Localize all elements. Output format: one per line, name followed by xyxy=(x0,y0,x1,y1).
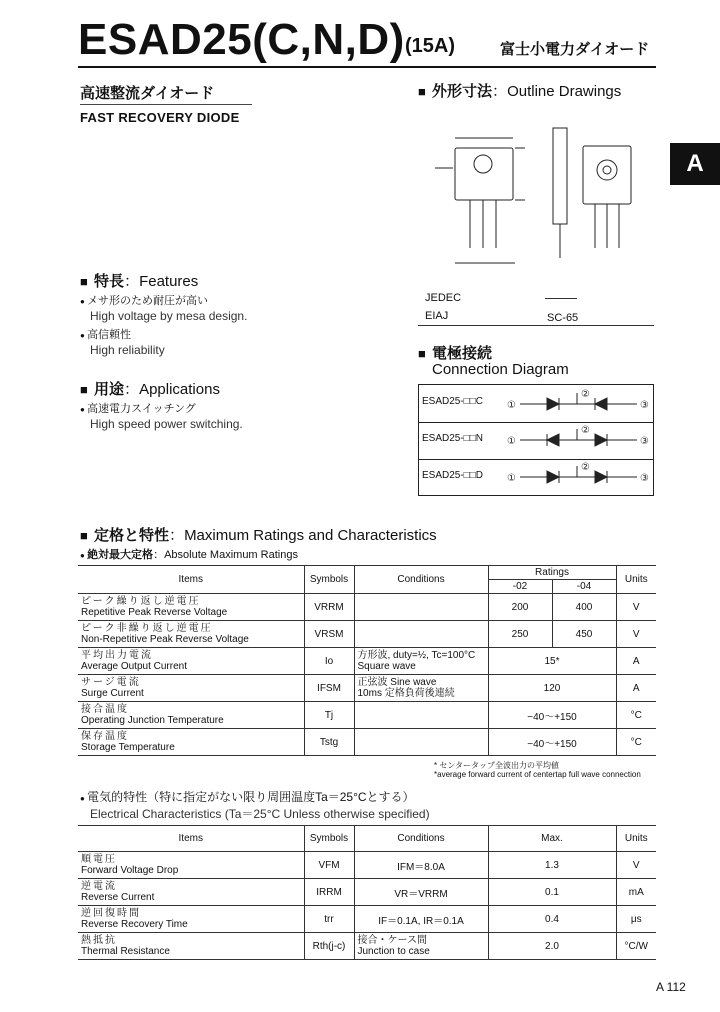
item-en: Storage Temperature xyxy=(81,742,175,753)
item-en: Reverse Recovery Time xyxy=(81,919,188,930)
value-02: 200 xyxy=(488,594,552,621)
feature-1-jp: ● メサ形のため耐圧が高い xyxy=(80,292,208,308)
symbol-cell: VRSM xyxy=(304,621,354,648)
product-type-en: FAST RECOVERY DIODE xyxy=(80,110,240,125)
eiaj-label: EIAJ xyxy=(425,310,449,322)
symbol-cell: IRRM xyxy=(304,879,354,906)
condition-cell xyxy=(354,702,488,729)
th-max: Max. xyxy=(488,826,616,852)
outline-title-en: Outline Drawings xyxy=(507,83,622,100)
section-tab: A xyxy=(670,143,720,185)
item-cell xyxy=(78,729,304,756)
symbol-cell: VFM xyxy=(304,852,354,879)
item-cell xyxy=(78,594,304,621)
item-cell xyxy=(78,675,304,702)
feature-2-jp: ● 高信頼性 xyxy=(80,326,131,342)
condition-cell xyxy=(354,933,488,960)
th-conditions: Conditions xyxy=(354,566,488,594)
condition-line: 接合・ケース間 xyxy=(357,934,427,946)
item-en: Average Output Current xyxy=(81,661,187,672)
value-04: 400 xyxy=(552,594,616,621)
condition-cell xyxy=(354,729,488,756)
pin3-label: ③ xyxy=(640,400,649,411)
condition-line: Square wave xyxy=(357,661,416,672)
ratings-title: ■ 定格と特性：Maximum Ratings and Characteristics xyxy=(80,524,437,545)
unit-cell: μs xyxy=(616,906,656,933)
condition-line: 正弦波 Sine wave xyxy=(357,676,437,688)
value-04: 450 xyxy=(552,621,616,648)
condition-cell xyxy=(354,621,488,648)
table-row xyxy=(78,852,656,879)
item-jp: ピーク非繰り返し逆電圧 xyxy=(81,622,213,634)
feature-1-en: High voltage by mesa design. xyxy=(90,309,248,323)
table-row xyxy=(78,675,656,702)
unit-cell: V xyxy=(616,594,656,621)
page-number: A 112 xyxy=(656,980,686,994)
jedec-dash xyxy=(545,298,577,299)
value-cell: 120 xyxy=(488,675,616,702)
th-conditions: Conditions xyxy=(354,826,488,852)
th-items: Items xyxy=(78,826,304,852)
abs-max-en: Absolute Maximum Ratings xyxy=(164,549,298,561)
connection-title-jp: 電極接続 xyxy=(432,345,493,362)
pin2-label: ② xyxy=(581,425,590,436)
jedec-underline xyxy=(418,325,654,326)
pin2-label: ② xyxy=(581,462,590,473)
features-title-en: Features xyxy=(139,273,199,290)
item-cell xyxy=(78,879,304,906)
max-ratings-table xyxy=(78,565,656,756)
table-row xyxy=(78,621,656,648)
pin1-label: ① xyxy=(507,400,516,411)
value-cell: 1.3 xyxy=(488,852,616,879)
application-1-jp: ● 高速電力スイッチング xyxy=(80,400,196,416)
outline-title: ■ 外形寸法：Outline Drawings xyxy=(418,80,621,101)
th-units: Units xyxy=(616,566,656,594)
item-en: Non-Repetitive Peak Reverse Voltage xyxy=(81,634,249,645)
maker-jp: 富士小電力ダイオード xyxy=(500,41,650,58)
item-jp: 平均出力電流 xyxy=(81,649,153,661)
applications-title-en: Applications xyxy=(139,381,220,398)
footnote-en: *average forward current of centertap full wave connection xyxy=(434,770,641,779)
table-row xyxy=(78,594,656,621)
part-number-title: ESAD25(C,N,D) xyxy=(78,15,405,64)
unit-cell: °C/W xyxy=(616,933,656,960)
features-title-jp: 特長 xyxy=(94,273,125,290)
abs-max-title: ● 絶対最大定格：Absolute Maximum Ratings xyxy=(80,546,298,562)
value-cell: 15* xyxy=(488,648,616,675)
conn-label-n: ESAD25-□□N xyxy=(422,433,483,444)
symbol-cell: VRRM xyxy=(304,594,354,621)
features-title: ■ 特長：Features xyxy=(80,270,198,291)
connection-title-jp-row xyxy=(418,342,492,363)
symbol-cell: Rth(j-c) xyxy=(304,933,354,960)
table-row xyxy=(78,702,656,729)
connection-title-en: Connection Diagram xyxy=(432,361,569,378)
item-jp: 順電圧 xyxy=(81,853,117,865)
conn-label-c: ESAD25-□□C xyxy=(422,396,483,407)
th-units: Units xyxy=(616,826,656,852)
th-col-02: -02 xyxy=(488,580,552,594)
pin3-label: ③ xyxy=(640,473,649,484)
outline-title-jp: 外形寸法 xyxy=(432,83,493,100)
electrical-title-jp: ● 電気的特性（特に指定がない限り周囲温度Ta＝25°Cとする） xyxy=(80,788,415,805)
pin1-label: ① xyxy=(507,436,516,447)
ratings-title-jp: 定格と特性 xyxy=(94,527,170,544)
symbol-cell: Tstg xyxy=(304,729,354,756)
pin1-label: ① xyxy=(507,473,516,484)
feature-2-en: High reliability xyxy=(90,343,165,357)
condition-line: 方形波, duty=½, Tc=100°C xyxy=(357,649,476,661)
unit-cell: °C xyxy=(616,729,656,756)
condition-line: 10ms 定格負荷後連続 xyxy=(357,688,455,699)
symbol-cell: Io xyxy=(304,648,354,675)
value-cell: 2.0 xyxy=(488,933,616,960)
th-items: Items xyxy=(78,566,304,594)
item-en: Repetitive Peak Reverse Voltage xyxy=(81,607,228,618)
value-cell: 0.4 xyxy=(488,906,616,933)
th-symbols: Symbols xyxy=(304,826,354,852)
condition-cell: IFM＝8.0A xyxy=(354,852,488,879)
eiaj-value: SC-65 xyxy=(547,312,579,324)
item-cell xyxy=(78,648,304,675)
item-jp: 保存温度 xyxy=(81,730,129,742)
item-jp: サージ電流 xyxy=(81,676,141,688)
item-cell xyxy=(78,906,304,933)
th-symbols: Symbols xyxy=(304,566,354,594)
value-cell: −40～+150 xyxy=(488,729,616,756)
table-row xyxy=(78,879,656,906)
unit-cell: °C xyxy=(616,702,656,729)
symbol-cell: Tj xyxy=(304,702,354,729)
item-jp: ピーク繰り返し逆電圧 xyxy=(81,595,201,607)
product-type-jp: 高速整流ダイオード xyxy=(80,85,215,102)
item-jp: 逆回復時間 xyxy=(81,907,141,919)
unit-cell: mA xyxy=(616,879,656,906)
applications-title-jp: 用途 xyxy=(94,381,125,398)
applications-title: ■ 用途：Applications xyxy=(80,378,220,399)
condition-cell xyxy=(354,648,488,675)
table-row xyxy=(78,729,656,756)
value-cell: −40～+150 xyxy=(488,702,616,729)
item-en: Operating Junction Temperature xyxy=(81,715,224,726)
pin2-label: ② xyxy=(581,389,590,400)
th-col-04: -04 xyxy=(552,580,616,594)
item-en: Surge Current xyxy=(81,688,144,699)
application-1-en: High speed power switching. xyxy=(90,417,243,431)
condition-cell xyxy=(354,675,488,702)
condition-cell xyxy=(354,594,488,621)
unit-cell: V xyxy=(616,852,656,879)
condition-cell: IF＝0.1A, IR＝0.1A xyxy=(354,906,488,933)
unit-cell: A xyxy=(616,648,656,675)
table-row xyxy=(78,906,656,933)
item-en: Thermal Resistance xyxy=(81,946,170,957)
value-02: 250 xyxy=(488,621,552,648)
item-jp: 逆電流 xyxy=(81,880,117,892)
electrical-title-en: Electrical Characteristics (Ta＝25°C Unless otherwise specified) xyxy=(90,807,430,821)
table-row xyxy=(78,933,656,960)
title-divider xyxy=(78,66,656,68)
symbol-cell: trr xyxy=(304,906,354,933)
outline-drawing xyxy=(415,108,660,276)
item-jp: 接合温度 xyxy=(81,703,129,715)
value-cell: 0.1 xyxy=(488,879,616,906)
item-cell xyxy=(78,702,304,729)
connection-diagram xyxy=(418,384,654,496)
ratings-title-en: Maximum Ratings and Characteristics xyxy=(184,527,437,544)
symbol-cell: IFSM xyxy=(304,675,354,702)
item-en: Reverse Current xyxy=(81,892,155,903)
table-row xyxy=(78,648,656,675)
item-en: Forward Voltage Drop xyxy=(81,865,179,876)
condition-cell: VR＝VRRM xyxy=(354,879,488,906)
table-header-row xyxy=(78,566,656,580)
th-ratings: Ratings xyxy=(488,566,616,580)
footnote-jp: * センタータップ全波出力の平均値 xyxy=(434,761,560,770)
abs-max-jp: 絶対最大定格 xyxy=(87,549,154,561)
current-rating: (15A) xyxy=(405,35,456,57)
product-type-divider xyxy=(80,104,252,105)
unit-cell: A xyxy=(616,675,656,702)
item-cell xyxy=(78,621,304,648)
item-cell xyxy=(78,933,304,960)
item-jp: 熱抵抗 xyxy=(81,934,117,946)
item-cell xyxy=(78,852,304,879)
condition-line: Junction to case xyxy=(357,946,430,957)
unit-cell: V xyxy=(616,621,656,648)
table-header-row xyxy=(78,826,656,852)
conn-label-d: ESAD25-□□D xyxy=(422,470,483,481)
electrical-table xyxy=(78,825,656,960)
pin3-label: ③ xyxy=(640,436,649,447)
jedec-label: JEDEC xyxy=(425,292,462,304)
conn-symbols xyxy=(507,385,653,497)
